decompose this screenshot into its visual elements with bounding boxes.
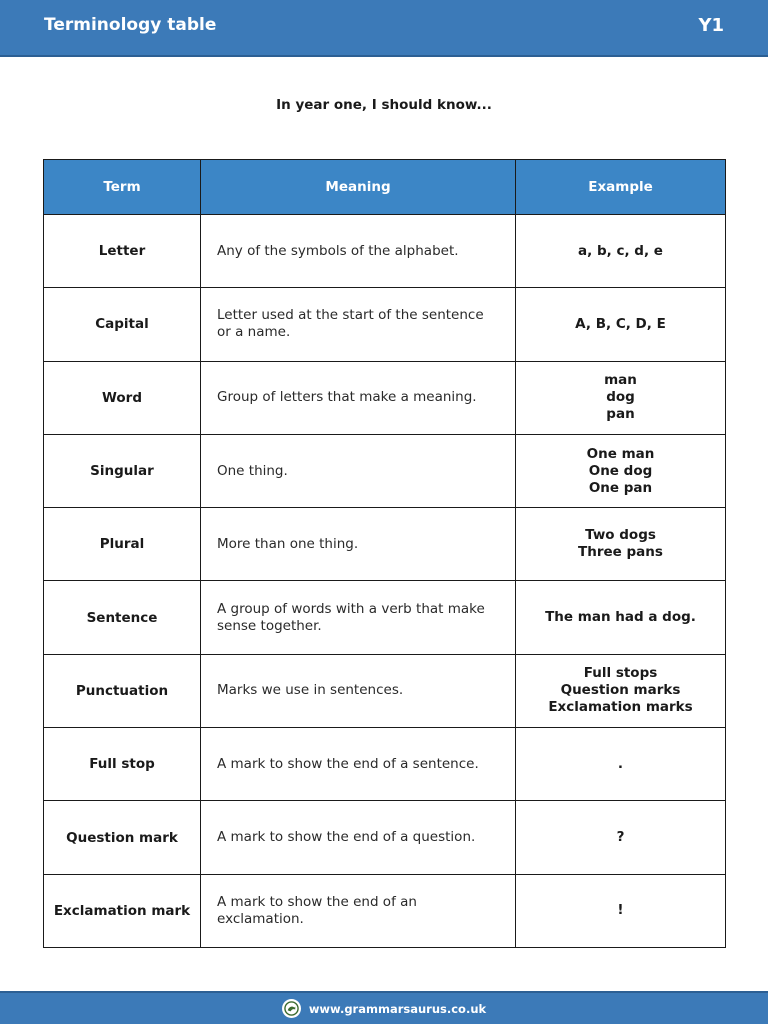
example-line: One dog [588, 462, 653, 479]
term-cell: Letter [44, 215, 201, 288]
example-cell [516, 434, 726, 507]
term-cell: Capital [44, 288, 201, 361]
example-cell [516, 801, 726, 874]
terminology-table [43, 159, 726, 948]
term-cell: Exclamation mark [44, 874, 201, 947]
example-line: One man [586, 445, 655, 462]
example-line: man [604, 372, 637, 389]
table-row [44, 581, 726, 654]
table-row [44, 728, 726, 801]
page-title: Terminology table [44, 15, 217, 35]
example-line: Exclamation marks [548, 699, 693, 716]
column-header-term: Term [44, 160, 201, 215]
table-row [44, 874, 726, 947]
year-badge: Y1 [698, 15, 724, 36]
example-cell [516, 288, 726, 361]
meaning-cell: A group of words with a verb that make sense together. [201, 581, 516, 654]
term-cell: Punctuation [44, 654, 201, 727]
example-line: ? [616, 829, 625, 846]
example-cell [516, 874, 726, 947]
table-row [44, 801, 726, 874]
term-cell: Full stop [44, 728, 201, 801]
table-row [44, 434, 726, 507]
example-line: One pan [588, 479, 653, 496]
table-body [44, 215, 726, 948]
term-cell: Word [44, 361, 201, 434]
meaning-cell: A mark to show the end of a question. [201, 801, 516, 874]
example-line: Three pans [578, 544, 663, 561]
example-line: Two dogs [585, 527, 656, 544]
meaning-cell: More than one thing. [201, 508, 516, 581]
example-line: Full stops [583, 665, 658, 682]
footer-url[interactable]: www.grammarsaurus.co.uk [308, 1001, 487, 1016]
example-line: dog [606, 389, 635, 406]
term-cell: Sentence [44, 581, 201, 654]
table-header-row [44, 160, 726, 215]
example-cell [516, 361, 726, 434]
table-row [44, 361, 726, 434]
column-header-meaning: Meaning [201, 160, 516, 215]
meaning-cell: Group of letters that make a meaning. [201, 361, 516, 434]
column-header-example: Example [516, 160, 726, 215]
example-line: The man had a dog. [545, 609, 696, 626]
example-cell [516, 215, 726, 288]
grammarsaurus-logo-icon [282, 999, 301, 1018]
example-cell [516, 508, 726, 581]
example-line: pan [606, 406, 635, 423]
example-cell [516, 728, 726, 801]
meaning-cell: A mark to show the end of an exclamation. [201, 874, 516, 947]
footer-bar [0, 991, 768, 1024]
term-cell: Plural [44, 508, 201, 581]
meaning-cell: Any of the symbols of the alphabet. [201, 215, 516, 288]
meaning-cell: A mark to show the end of a sentence. [201, 728, 516, 801]
example-line: ! [617, 902, 624, 919]
example-cell [516, 654, 726, 727]
header-bar [0, 0, 768, 57]
table-row [44, 508, 726, 581]
example-line: A, B, C, D, E [575, 315, 666, 332]
example-cell [516, 581, 726, 654]
table-row [44, 215, 726, 288]
intro-text: In year one, I should know... [276, 97, 492, 113]
table-row [44, 654, 726, 727]
meaning-cell: Marks we use in sentences. [201, 654, 516, 727]
example-line: . [617, 755, 624, 772]
meaning-cell: Letter used at the start of the sentence or a name. [201, 288, 516, 361]
term-cell: Singular [44, 434, 201, 507]
example-line: Question marks [560, 682, 681, 699]
term-cell: Question mark [44, 801, 201, 874]
meaning-cell: One thing. [201, 434, 516, 507]
table-row [44, 288, 726, 361]
example-line: a, b, c, d, e [578, 242, 663, 259]
